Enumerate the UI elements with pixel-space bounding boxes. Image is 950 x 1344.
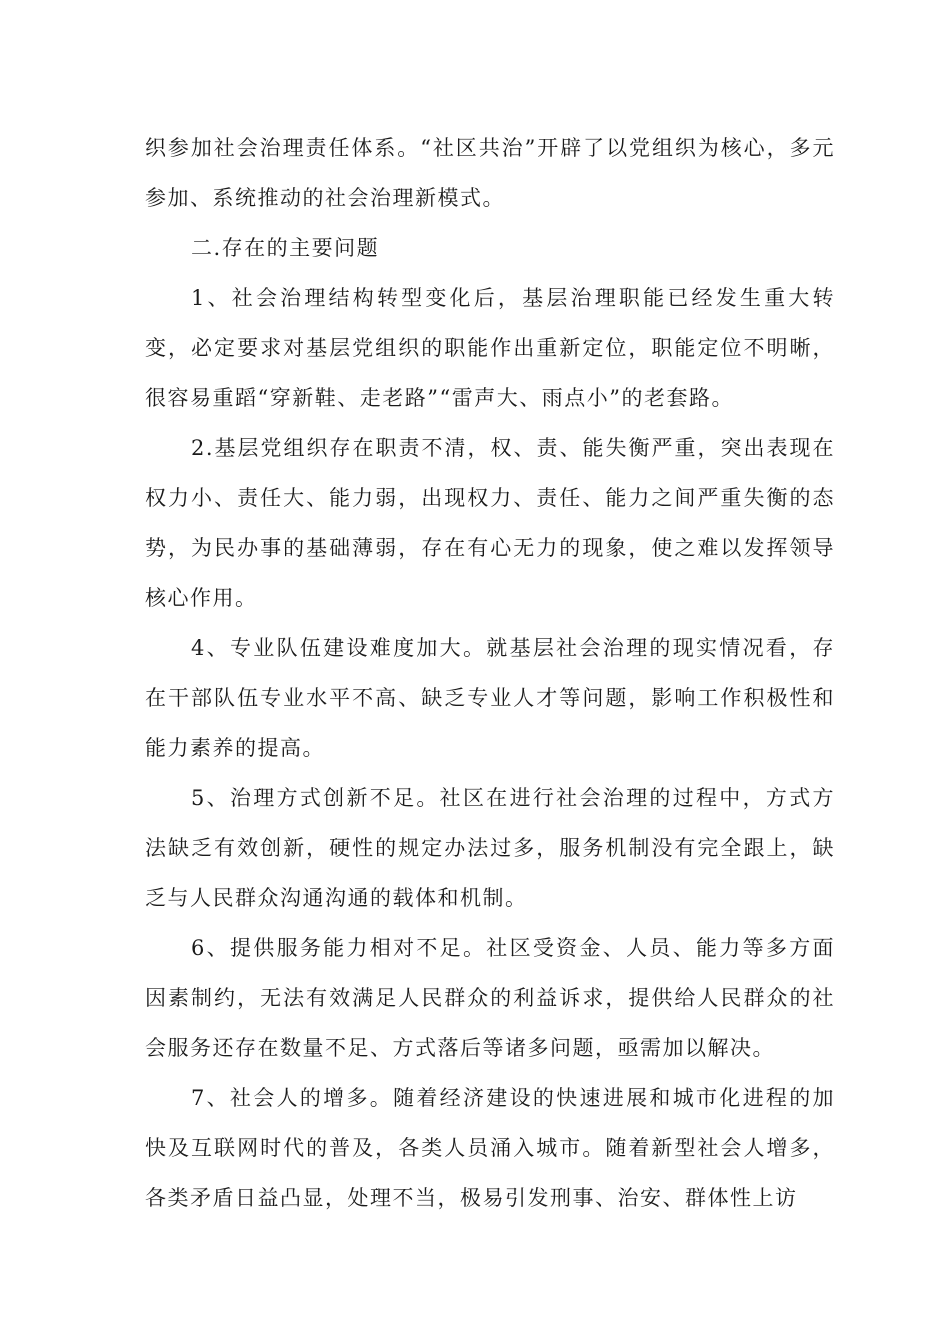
section-heading: 二.存在的主要问题 (191, 236, 380, 260)
paragraph-item-6: 6、提供服务能力相对不足。社区受资金、人员、能力等多方面因素制约，无法有效满足人民群众的利益诉求，提供给人民群众的社会服务还存在数量不足、方式落后等诸多问题，亟需加以解决。 (145, 936, 835, 1060)
paragraph-item-5: 5、治理方式创新不足。社区在进行社会治理的过程中，方式方法缺乏有效创新，硬性的规定办法过多，服务机制没有完全跟上，缺乏与人民群众沟通沟通的载体和机制。 (145, 786, 835, 910)
paragraph-item-2: 2.基层党组织存在职责不清，权、责、能失衡严重，突出表现在权力小、责任大、能力弱，出现权力、责任、能力之间严重失衡的态势，为民办事的基础薄弱，存在有心无力的现象，使之难以发挥领导核心作用。 (145, 436, 835, 610)
paragraph-item-1: 1、社会治理结构转型变化后，基层治理职能已经发生重大转变，必定要求对基层党组织的职能作出重新定位，职能定位不明晰，很容易重蹈“穿新鞋、走老路”“雷声大、雨点小”的老套路。 (145, 286, 835, 410)
paragraph-item-7: 7、社会人的增多。随着经济建设的快速进展和城市化进程的加快及互联网时代的普及，各类人员涌入城市。随着新型社会人增多，各类矛盾日益凸显，处理不当，极易引发刑事、治安、群体性上访 (145, 1086, 835, 1210)
paragraph-item-4: 4、专业队伍建设难度加大。就基层社会治理的现实情况看，存在干部队伍专业水平不高、缺乏专业人才等问题，影响工作积极性和能力素养的提高。 (145, 636, 835, 760)
paragraph-continuation: 织参加社会治理责任体系。“社区共治”开辟了以党组织为核心，多元参加、系统推动的社会治理新模式。 (145, 136, 835, 210)
document-body (145, 123, 835, 1223)
